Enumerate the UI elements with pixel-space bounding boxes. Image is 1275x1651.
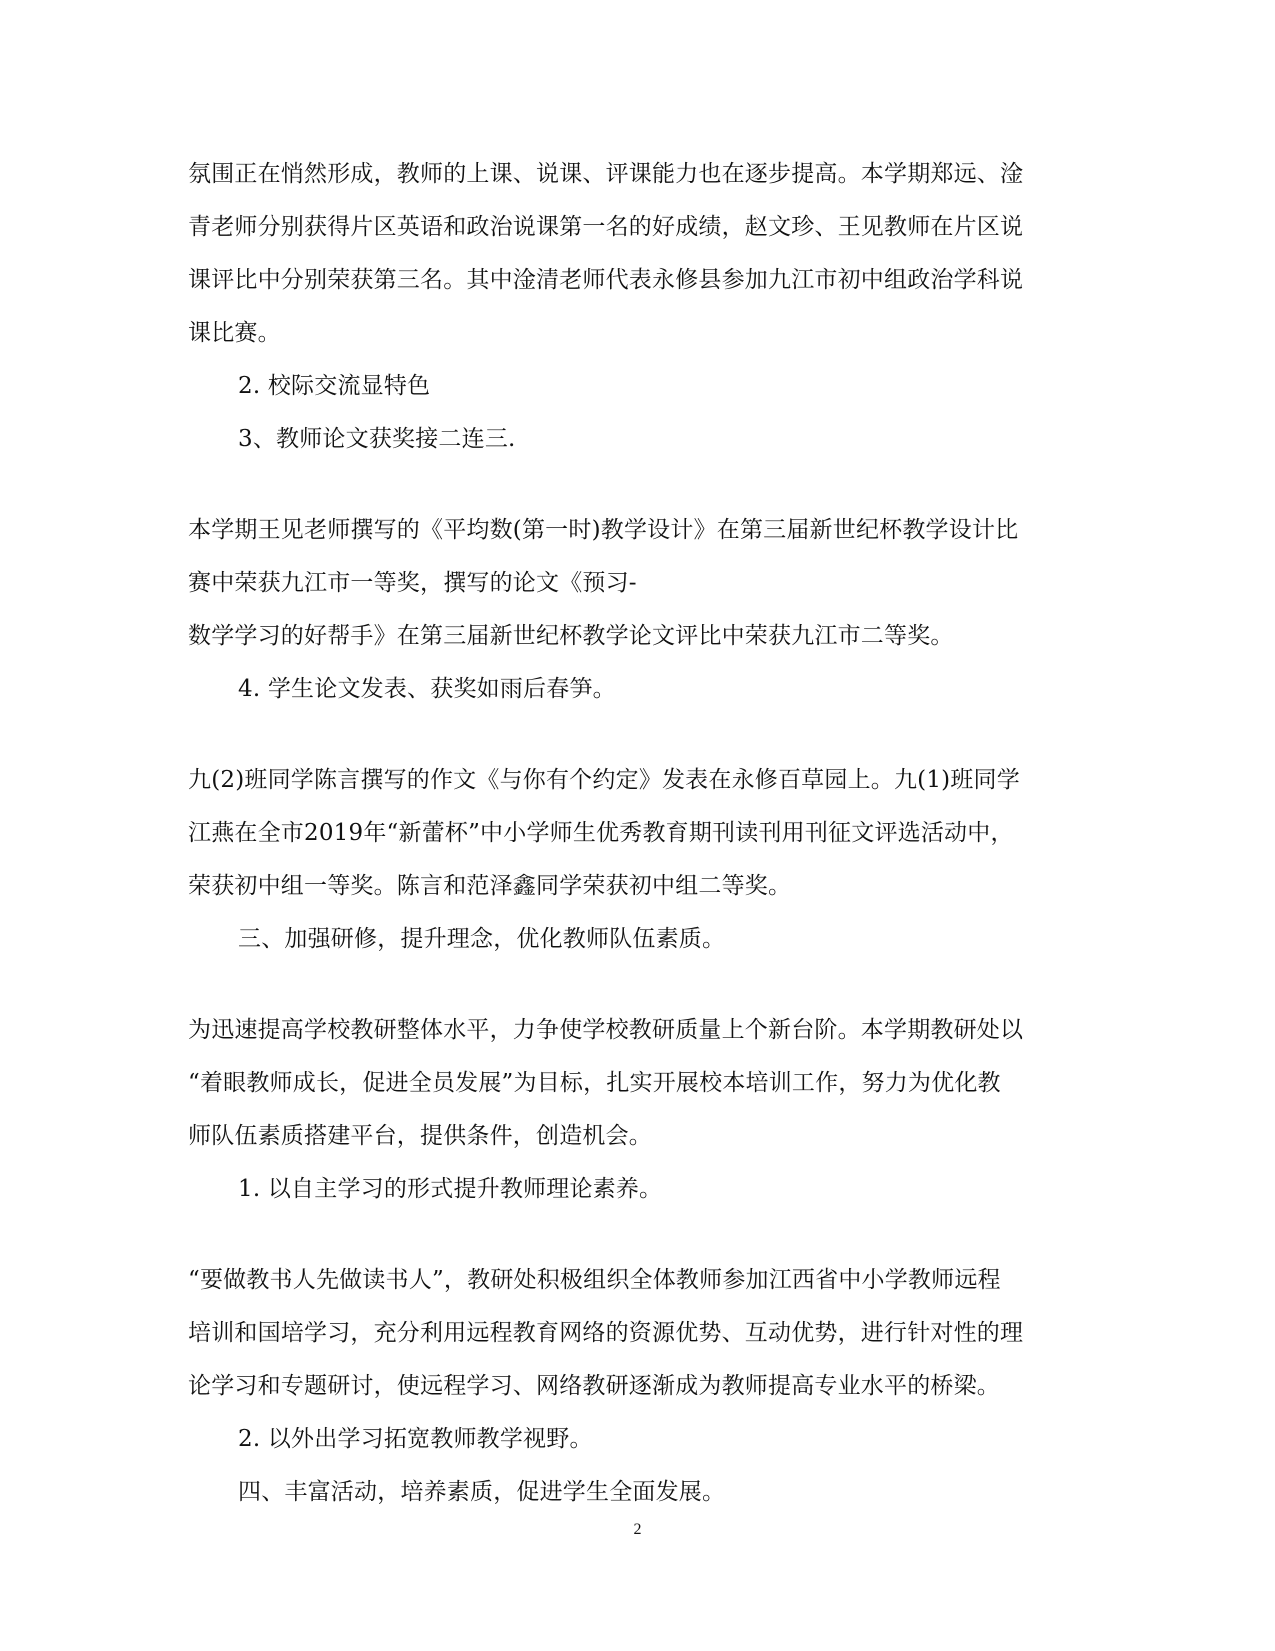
section-heading: 四、丰富活动，培养素质，促进学生全面发展。 (238, 1479, 726, 1505)
paragraph-line: 赛中荣获九江市一等奖，撰写的论文《预习- (188, 570, 637, 596)
paragraph-line: 荣获初中组一等奖。陈言和范泽鑫同学荣获初中组二等奖。 (188, 873, 792, 899)
page-number: 2 (633, 1521, 642, 1538)
section-heading: 2. 校际交流显特色 (238, 373, 431, 399)
paragraph-line: 江燕在全市2019年“新蕾杯”中小学师生优秀教育期刊读刊用刊征文评选活动中， (188, 820, 1014, 846)
paragraph-line: 青老师分别获得片区英语和政治说课第一名的好成绩，赵文珍、王见教师在片区说 (188, 214, 1024, 240)
paragraph-line: 师队伍素质搭建平台，提供条件，创造机会。 (188, 1123, 652, 1149)
paragraph-line: 论学习和专题研讨，使远程学习、网络教研逐渐成为教师提高专业水平的桥梁。 (188, 1373, 1000, 1399)
section-heading: 1. 以自主学习的形式提升教师理论素养。 (238, 1176, 663, 1202)
section-heading: 4. 学生论文发表、获奖如雨后春笋。 (238, 676, 616, 702)
paragraph-line: 课评比中分别荣获第三名。其中淦清老师代表永修县参加九江市初中组政治学科说 (188, 267, 1024, 293)
paragraph-line: 为迅速提高学校教研整体水平，力争使学校教研质量上个新台阶。本学期教研处以 (188, 1017, 1024, 1043)
section-heading: 3、教师论文获奖接二连三. (238, 426, 516, 452)
section-heading: 三、加强研修，提升理念，优化教师队伍素质。 (238, 926, 726, 952)
paragraph-line: 氛围正在悄然形成，教师的上课、说课、评课能力也在逐步提高。本学期郑远、淦 (188, 161, 1024, 187)
paragraph-line: “着眼教师成长，促进全员发展”为目标，扎实开展校本培训工作，努力为优化教 (188, 1070, 1001, 1096)
paragraph-line: 九(2)班同学陈言撰写的作文《与你有个约定》发表在永修百草园上。九(1)班同学 (188, 767, 1020, 793)
paragraph-line: 数学学习的好帮手》在第三届新世纪杯教学论文评比中荣获九江市二等奖。 (188, 623, 954, 649)
paragraph-line: 课比赛。 (188, 320, 281, 346)
paragraph-line: 本学期王见老师撰写的《平均数(第一时)教学设计》在第三届新世纪杯教学设计比 (188, 517, 1019, 543)
paragraph-line: “要做教书人先做读书人”，教研处积极组织全体教师参加江西省中小学教师远程 (188, 1267, 1001, 1293)
paragraph-line: 培训和国培学习，充分利用远程教育网络的资源优势、互动优势，进行针对性的理 (188, 1320, 1024, 1346)
section-heading: 2. 以外出学习拓宽教师教学视野。 (238, 1426, 593, 1452)
